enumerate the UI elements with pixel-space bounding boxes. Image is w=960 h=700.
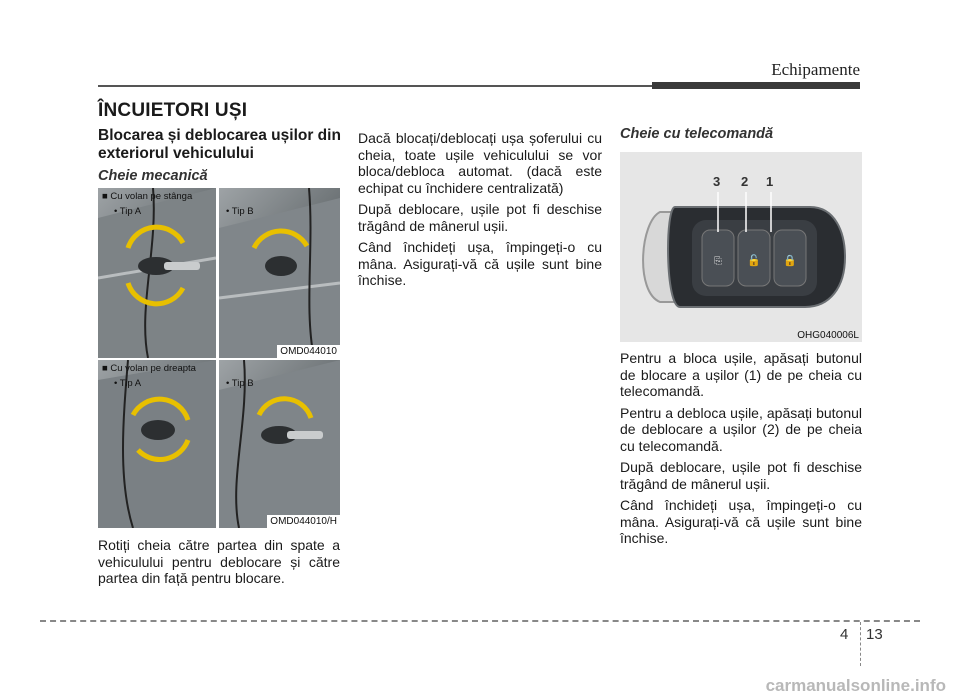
svg-text:🔓: 🔓: [747, 254, 761, 267]
figure-right-hand-drive: [98, 360, 340, 528]
callout-2: 2: [741, 174, 749, 189]
remote-key-text: [620, 350, 862, 552]
mechanical-key-paragraph: [98, 537, 340, 592]
paragraph: Când închideți ușa, împingeți-o cu mâna. Asigurați-vă că ușile sunt bine închise.: [358, 239, 602, 288]
figure-left-hand-drive: [98, 188, 340, 358]
subsection-title: Blocarea și deblocarea ușilor din exteriorul vehiculului: [98, 127, 341, 162]
figure-code: OMD044010: [277, 345, 340, 358]
figure-group-label: ■ Cu volan pe stânga: [102, 191, 193, 202]
paragraph: Dacă blocați/deblocați ușa șoferului cu cheia, toate ușile vehiculului se vor bloca/debloca automat. (dacă este echipat cu închidere centralizată): [358, 130, 602, 196]
paragraph: Când închideți ușa, împingeți-o cu mâna. Asigurați-vă că ușile sunt bine închise.: [620, 497, 862, 546]
footer-rule: [40, 620, 920, 622]
remote-key-figure: [620, 152, 862, 342]
svg-text:⎘: ⎘: [714, 256, 722, 267]
tip-a-label: • Tip A: [114, 206, 142, 217]
tip-b-label: • Tip B: [226, 206, 254, 217]
middle-column-text: [358, 130, 602, 294]
paragraph: După deblocare, ușile pot fi deschise trăgând de mânerul ușii.: [358, 201, 602, 234]
svg-text:🔒: 🔒: [783, 254, 797, 267]
callout-3: 3: [713, 174, 721, 189]
figure-code: OHG040006L: [797, 330, 859, 341]
page-number: 13: [866, 626, 883, 643]
paragraph: Pentru a bloca ușile, apăsați butonul de blocare a ușilor (1) de pe cheia cu telecomandă.: [620, 350, 862, 399]
tip-b-label: • Tip B: [226, 378, 254, 389]
header-bar: [652, 82, 860, 89]
mechanical-key-heading: Cheie mecanică: [98, 168, 208, 184]
page-number-divider: [860, 622, 861, 666]
paragraph: Pentru a debloca ușile, apăsați butonul de deblocare a ușilor (2) de pe cheia cu telecomandă.: [620, 404, 862, 454]
callout-1: 1: [766, 174, 774, 189]
paragraph: După deblocare, ușile pot fi deschise trăgând de mânerul ușii.: [620, 459, 862, 492]
figure-code: OMD044010/H: [267, 515, 340, 528]
remote-key-heading: Cheie cu telecomandă: [620, 126, 774, 142]
paragraph: Rotiți cheia către partea din spate a vehiculului pentru deblocare și către partea din față pentru blocare.: [98, 537, 340, 586]
chapter-number: 4: [840, 626, 849, 643]
watermark: carmanualsonline.info: [765, 676, 946, 695]
section-title: ÎNCUIETORI UȘI: [98, 100, 248, 121]
running-header: Echipamente: [771, 60, 860, 79]
figure-group-label: ■ Cu volan pe dreapta: [102, 363, 196, 374]
tip-a-label: • Tip A: [114, 378, 142, 389]
